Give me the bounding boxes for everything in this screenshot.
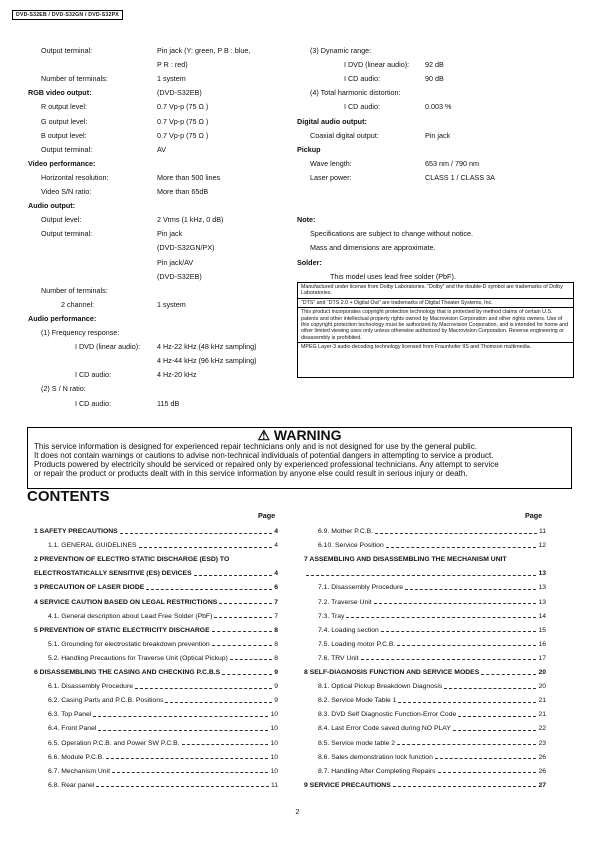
toc-entry-title: 4 SERVICE CAUTION BASED ON LEGAL RESTRICTIONS [34, 598, 218, 606]
toc-leader-dots [146, 589, 272, 590]
toc-entry [34, 667, 278, 679]
toc-entry-page: 4 [274, 528, 278, 535]
toc-entry-title: 8.2. Service Mode Table 1 [318, 697, 397, 705]
spec-label: Output level: [41, 215, 82, 225]
warning-heading [28, 428, 571, 442]
warning-box [27, 427, 572, 489]
toc-entry [48, 639, 278, 651]
toc-entry [318, 625, 546, 637]
spec-value: Pin jack (Y: green, P B : blue, [157, 46, 251, 55]
toc-entry [48, 540, 278, 552]
toc-leader-dots [458, 716, 536, 717]
toc-entry [48, 653, 278, 665]
toc-entry-page: 17 [538, 654, 546, 662]
spec-label: I CD audio: [344, 74, 380, 84]
toc-entry-title: 7.4. Loading section [318, 626, 379, 634]
toc-entry-page: 21 [538, 711, 546, 719]
toc-entry-title: 5.2. Handling Precautions for Traverse Unit (Optical Pickup) [48, 654, 228, 662]
toc-leader-dots [397, 744, 536, 745]
toc-leader-dots [93, 716, 268, 717]
spec-label: B output level: [41, 130, 87, 140]
toc-entry-title: 8.5. Service mode table 2 [318, 739, 396, 747]
toc-entry [304, 780, 546, 792]
toc-entry-title: 6.5. Operation P.C.B. and Power SW P.C.B. [48, 739, 180, 747]
spec-label: Pickup [297, 144, 321, 154]
spec-label: Audio performance: [28, 313, 97, 323]
toc-leader-dots [398, 702, 536, 703]
toc-entry-page: 8 [274, 626, 278, 634]
toc-leader-dots [139, 547, 273, 548]
toc-entry [318, 738, 546, 750]
toc-entry [48, 611, 278, 623]
toc-leader-dots [182, 744, 269, 745]
spec-value: 0.7 Vp-p (75 Ω ) [157, 102, 209, 112]
toc-leader-dots [397, 645, 536, 646]
toc-entry-title: 6 DISASSEMBLING THE CASING AND CHECKING P.C.B.S [34, 669, 221, 676]
toc-leader-dots [98, 730, 268, 731]
spec-value: 4 Hz-22 kHz (48 kHz sampling) [157, 342, 257, 352]
contents-page-header-right: Page [525, 511, 543, 520]
spec-label: Specifications are subject to change without notice. [310, 229, 474, 239]
toc-entry-page: 4 [274, 542, 278, 550]
warning-line: or repair the product or products dealt with in this service information by anyone else could result in serious injury or death. [34, 469, 468, 479]
warning-line: Products powered by electricity should be serviced or repaired only by experienced professional technicians. Any attempt to service [34, 460, 499, 470]
toc-entry-page: 10 [270, 725, 278, 733]
warning-line: It does not contain warnings or cautions to advise non-technical individuals of potential dangers in attempting to service a product. [34, 451, 494, 461]
spec-label: Coaxial digital output: [310, 130, 379, 140]
toc-entry [318, 597, 546, 609]
toc-leader-dots [120, 533, 273, 534]
toc-entry-page: 26 [538, 767, 546, 775]
toc-leader-dots [214, 617, 272, 618]
warning-triangle-icon: ⚠ [257, 427, 270, 443]
spec-value: (DVD-S32EB) [157, 271, 202, 281]
spec-label: Output terminal: [41, 144, 93, 154]
toc-leader-dots [219, 603, 272, 604]
trademark-notice: MPEG Layer-3 audio decoding technology licensed from Fraunhofer IIS and Thomson multimedia. [301, 344, 532, 351]
warning-line: This service information is designed for experienced repair technicians only and is not designed for use by the general public. [34, 442, 477, 451]
toc-entry-page: 8 [274, 640, 278, 648]
toc-entry-title: 8.6. Sales demonstration lock function [318, 753, 433, 761]
spec-label: (2) S / N ratio: [41, 384, 86, 394]
toc-leader-dots [438, 772, 537, 773]
model-tab: DVD-S32EB / DVD-S32GN / DVD-S32PX [12, 10, 123, 20]
toc-leader-dots [212, 645, 273, 646]
toc-entry-page: 10 [270, 739, 278, 747]
spec-label: R output level: [41, 102, 87, 112]
toc-entry [318, 681, 546, 693]
spec-label: Digital audio output: [297, 116, 367, 126]
toc-entry [48, 723, 278, 735]
toc-leader-dots [386, 547, 537, 548]
spec-label: I CD audio: [75, 370, 111, 380]
spec-label: Mass and dimensions are approximate. [310, 243, 436, 253]
toc-entry-page: 15 [538, 626, 546, 634]
spec-label: I CD audio: [75, 398, 111, 408]
toc-entry-page: 20 [538, 683, 546, 691]
spec-value: Pin jack [157, 229, 183, 239]
spec-value: 90 dB [425, 74, 444, 84]
spec-label: This model uses lead free solder (PbF). [330, 271, 456, 281]
spec-value: 2 Vrms (1 kHz, 0 dB) [157, 215, 224, 225]
toc-entry [318, 582, 546, 594]
spec-label: I DVD (linear audio): [75, 342, 141, 352]
toc-entry-page: 13 [538, 570, 546, 578]
toc-entry-page: 23 [538, 739, 546, 747]
spec-value: 0.7 Vp-p (75 Ω ) [157, 130, 209, 140]
toc-entry-page: 9 [274, 697, 278, 705]
spec-value: Pin jack/AV [157, 257, 194, 267]
spec-label: Video performance: [28, 158, 96, 168]
toc-entry [34, 568, 278, 580]
spec-value: 0.003 % [425, 102, 452, 112]
toc-entry [48, 780, 278, 792]
spec-value: AV [157, 144, 167, 154]
toc-entry-page: 8 [274, 654, 278, 662]
toc-leader-dots [374, 603, 537, 604]
spec-label: RGB video output: [28, 88, 92, 98]
toc-entry-page: 16 [538, 640, 546, 648]
spec-value: Pin jack [425, 130, 451, 140]
toc-entry-title: 7.3. Tray [318, 612, 345, 620]
toc-entry [34, 554, 278, 566]
warning-text [28, 442, 571, 478]
toc-entry [48, 752, 278, 764]
spec-label: (4) Total harmonic distortion: [310, 88, 401, 98]
toc-entry-title: 6.3. Top Panel [48, 711, 92, 719]
toc-entry-title: 6.10. Service Position [318, 542, 384, 550]
spec-label: Solder: [297, 257, 322, 267]
spec-label: Horizontal resolution: [41, 172, 109, 182]
toc-entry [304, 667, 546, 679]
spec-label: Laser power: [310, 172, 352, 182]
toc-entry-page: 22 [538, 725, 546, 733]
toc-entry-title: 6.4. Front Panel [48, 725, 97, 733]
toc-entry-title: 6.9. Mother P.C.B. [318, 528, 374, 535]
toc-leader-dots [230, 659, 272, 660]
toc-leader-dots [405, 589, 536, 590]
toc-entry [304, 554, 546, 566]
toc-entry-page: 12 [538, 542, 546, 550]
spec-value: P R : red) [157, 60, 188, 70]
spec-value: CLASS 1 / CLASS 3A [425, 172, 495, 182]
toc-entry-page: 7 [274, 598, 278, 606]
warning-title: WARNING [273, 427, 342, 443]
spec-value: 0.7 Vp-p (75 Ω ) [157, 116, 209, 126]
toc-entry [48, 709, 278, 721]
toc-leader-dots [346, 617, 536, 618]
toc-leader-dots [212, 631, 273, 632]
spec-value: 92 dB [425, 60, 444, 70]
spec-label: 2 channel: [61, 299, 95, 309]
contents-page-header-left: Page [258, 511, 276, 520]
toc-leader-dots [194, 575, 273, 576]
toc-entry-page: 20 [538, 669, 546, 676]
toc-entry-title: 4.1. General description about Lead Free Solder (PbF) [48, 612, 213, 620]
toc-entry-page: 21 [538, 697, 546, 705]
spec-label: (1) Frequency response: [41, 328, 120, 337]
toc-entry-page: 10 [270, 711, 278, 719]
spec-value: 1 system [157, 74, 186, 84]
contents-title: CONTENTS [27, 488, 110, 505]
toc-leader-dots [106, 758, 268, 759]
toc-entry [318, 709, 546, 721]
toc-entry-title: 1 SAFETY PRECAUTIONS [34, 528, 118, 535]
toc-entry-page: 13 [538, 598, 546, 606]
toc-leader-dots [96, 786, 268, 787]
toc-entry-title: 6.8. Rear panel [48, 781, 95, 789]
toc-entry-title: 8 SELF-DIAGNOSIS FUNCTION AND SERVICE MODES [304, 669, 480, 676]
toc-entry [34, 597, 278, 609]
toc-entry [318, 752, 546, 764]
spec-label: I DVD (linear audio): [344, 60, 410, 70]
toc-entry [318, 611, 546, 623]
toc-leader-dots [375, 533, 537, 534]
toc-entry-page: 27 [538, 781, 546, 789]
toc-leader-dots [306, 575, 536, 576]
page-number: 2 [295, 807, 300, 816]
toc-entry-title: 7.5. Loading motor P.C.B. [318, 640, 396, 648]
toc-entry-title: 7.2. Traverse Unit [318, 598, 372, 606]
toc-leader-dots [135, 688, 272, 689]
toc-entry-title: ELECTROSTATICALLY SENSITIVE (ES) DEVICES [34, 570, 192, 578]
toc-entry-title: 7.1. Disassembly Procedure [318, 584, 403, 592]
spec-value: 1 system [157, 299, 186, 309]
toc-entry-page: 10 [270, 767, 278, 775]
toc-entry [34, 582, 278, 594]
spec-value: (DVD-S32EB) [157, 88, 202, 98]
toc-entry [48, 681, 278, 693]
toc-entry-title: 5.1. Grounding for electrostatic breakdown prevention [48, 640, 210, 648]
spec-label: Note: [297, 215, 316, 225]
toc-leader-dots [444, 688, 536, 689]
toc-entry [318, 766, 546, 778]
spec-label: Output terminal: [41, 229, 93, 239]
toc-leader-dots [435, 758, 537, 759]
trademark-notice: This product incorporates copyright protection technology that is protected by method claims of certain U.S. patents and other intellectual property rights owned by Macrovision Corporation and other rights owners. Use of this copyright protection technology must be authorized by Macrovision Corporation, and is intended for home and other limited viewing uses only unless otherwise authorized by Macrovision Corporation. Reverse engineering or disassembly is prohibited. [298, 308, 573, 343]
toc-entry-page: 7 [274, 612, 278, 620]
spec-value: 4 Hz-44 kHz (96 kHz sampling) [157, 356, 257, 366]
toc-entry-page: 26 [538, 753, 546, 761]
toc-entry [318, 653, 546, 665]
toc-leader-dots [222, 674, 272, 675]
toc-entry [318, 540, 546, 552]
toc-entry-page: 11 [538, 528, 546, 535]
toc-entry-page: 11 [270, 781, 278, 789]
trademark-notice: “DTS” and “DTS 2.0 + Digital Out” are trademarks of Digital Theater Systems, Inc. [298, 299, 573, 308]
spec-label: (3) Dynamic range: [310, 46, 372, 55]
toc-entry-title: 8.3. DVD Self Diagnostic Function-Error Code [318, 711, 457, 719]
toc-entry-page: 10 [270, 753, 278, 761]
toc-entry-page: 9 [274, 683, 278, 691]
spec-value: More than 65dB [157, 187, 209, 196]
toc-entry [48, 766, 278, 778]
toc-entry-title: 1.1. GENERAL GUIDELINES [48, 542, 137, 550]
spec-value: 115 dB [157, 398, 180, 408]
toc-entry-title: 2 PREVENTION OF ELECTRO STATIC DISCHARGE (ESD) TO [34, 556, 230, 564]
toc-entry-title: 8.7. Handling After Completing Repairs [318, 767, 436, 775]
toc-leader-dots [361, 659, 537, 660]
spec-label: I CD audio: [344, 102, 380, 112]
toc-entry [48, 738, 278, 750]
toc-entry-title: 6.1. Disassembly Procedure [48, 683, 133, 691]
toc-entry [318, 639, 546, 651]
toc-leader-dots [393, 786, 537, 787]
toc-entry-title: 9 SERVICE PRECAUTIONS [304, 781, 391, 789]
spec-value: More than 500 lines [157, 172, 221, 182]
trademark-notice: Manufactured under license from Dolby Laboratories. “Dolby” and the double-D symbol are trademarks of Dolby Laboratories. [298, 283, 573, 299]
spec-label: Wave length: [310, 158, 352, 168]
toc-entry-page: 9 [274, 669, 278, 676]
toc-entry [318, 723, 546, 735]
spec-label: Number of terminals: [41, 285, 108, 295]
toc-entry-title: 6.6. Module P.C.B. [48, 753, 105, 761]
toc-entry [304, 568, 546, 580]
spec-label: Audio output: [28, 201, 76, 211]
toc-entry-page: 14 [538, 612, 546, 620]
toc-entry [318, 695, 546, 707]
spec-label: Video S/N ratio: [41, 187, 92, 196]
toc-entry-title: 5 PREVENTION OF STATIC ELECTRICITY DISCHARGE [34, 626, 210, 634]
toc-entry-title: 8.4. Last Error Code saved during NO PLAY [318, 725, 451, 733]
toc-entry-title: 6.7. Mechanism Unit [48, 767, 110, 775]
toc-entry [34, 625, 278, 637]
toc-entry-title: 3 PRECAUTION OF LASER DIODE [34, 584, 145, 592]
toc-leader-dots [112, 772, 268, 773]
spec-value: 4 Hz-20 kHz [157, 370, 197, 380]
spec-label: G output level: [41, 116, 88, 126]
toc-entry [34, 526, 278, 538]
spec-value: (DVD-S32GN/PX) [157, 243, 215, 253]
toc-entry [318, 526, 546, 538]
spec-label: Number of terminals: [41, 74, 108, 84]
toc-entry-title: 7 ASSEMBLING AND DISASSEMBLING THE MECHANISM UNIT [304, 556, 507, 564]
toc-entry-page: 4 [274, 570, 278, 578]
toc-leader-dots [381, 631, 537, 632]
toc-entry [48, 695, 278, 707]
toc-entry-title: 6.2. Casing Parts and P.C.B. Positions [48, 697, 164, 705]
spec-value: 653 nm / 790 nm [425, 158, 479, 168]
toc-entry-title: 7.6. TRV Unit [318, 654, 359, 662]
toc-leader-dots [481, 674, 536, 675]
toc-entry-page: 6 [274, 584, 278, 592]
toc-entry-page: 13 [538, 584, 546, 592]
toc-leader-dots [165, 702, 272, 703]
toc-leader-dots [453, 730, 537, 731]
spec-label: Output terminal: [41, 46, 93, 55]
trademark-box [297, 282, 574, 378]
toc-entry-title: 8.1. Optical Pickup Breakdown Diagnosis [318, 683, 443, 691]
